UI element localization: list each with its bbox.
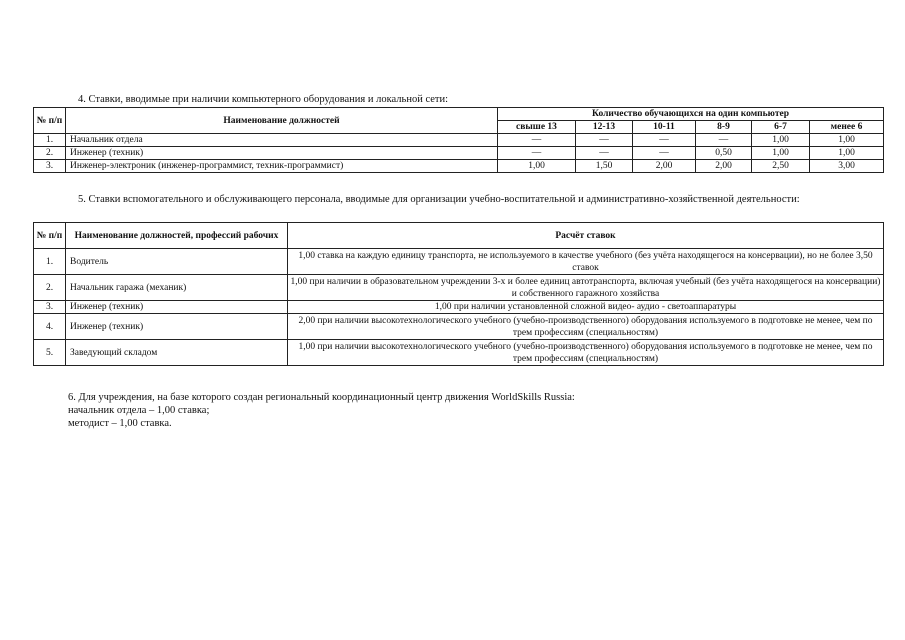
section-5-title: 5. Ставки вспомогательного и обслуживающего персонала, вводимые для организации учебно-воспитательной и административно-хозяйственной деятельности: bbox=[78, 194, 800, 205]
table-row bbox=[34, 314, 884, 340]
row-calculation: 2,00 при наличии высокотехнологического учебного (учебно-производственного) оборудования используемого в подготовке не менее, чем по трем профессиям (специальностям) bbox=[288, 314, 884, 340]
row-position: Начальник отдела bbox=[66, 134, 498, 147]
row-value: 2,00 bbox=[633, 160, 696, 173]
row-num: 5. bbox=[34, 340, 66, 366]
header-students-per-computer: Количество обучающихся на один компьютер bbox=[498, 108, 884, 121]
row-calculation: 1,00 при наличии установленной сложной видео- аудио - светоаппаратуры bbox=[288, 301, 884, 314]
header-position: Наименование должностей bbox=[66, 108, 498, 134]
row-value: — bbox=[498, 134, 576, 147]
header-num: № п/п bbox=[34, 108, 66, 134]
header-position: Наименование должностей, профессий рабочих bbox=[66, 223, 288, 249]
table-row bbox=[34, 147, 884, 160]
row-position: Водитель bbox=[66, 249, 288, 275]
header-calculation: Расчёт ставок bbox=[288, 223, 884, 249]
row-value: 1,00 bbox=[810, 147, 884, 160]
row-num: 2. bbox=[34, 275, 66, 301]
header-col: 8-9 bbox=[696, 121, 752, 134]
row-value: 0,50 bbox=[696, 147, 752, 160]
header-num: № п/п bbox=[34, 223, 66, 249]
table-row bbox=[34, 134, 884, 147]
row-position: Начальник гаража (механик) bbox=[66, 275, 288, 301]
row-value: 2,00 bbox=[696, 160, 752, 173]
row-calculation: 1,00 ставка на каждую единицу транспорта, не используемого в качестве учебного (без учёта находящегося на консервации), но не более 3,50 ставок bbox=[288, 249, 884, 275]
row-num: 1. bbox=[34, 249, 66, 275]
row-num: 3. bbox=[34, 160, 66, 173]
row-position: Инженер-электроник (инженер-программист, техник-программист) bbox=[66, 160, 498, 173]
row-value: — bbox=[696, 134, 752, 147]
row-value: — bbox=[633, 134, 696, 147]
table-row bbox=[34, 275, 884, 301]
row-value: — bbox=[498, 147, 576, 160]
support-staff-table bbox=[33, 222, 884, 366]
header-col: 10-11 bbox=[633, 121, 696, 134]
row-value: 1,00 bbox=[498, 160, 576, 173]
header-col: менее 6 bbox=[810, 121, 884, 134]
computer-staff-table bbox=[33, 107, 884, 173]
table-row bbox=[34, 160, 884, 173]
row-calculation: 1,00 при наличии высокотехнологического учебного (учебно-производственного) оборудования используемого в подготовке не менее, чем по трем профессиям (специальностям) bbox=[288, 340, 884, 366]
section-6 bbox=[68, 391, 575, 430]
table-row bbox=[34, 340, 884, 366]
header-col: свыше 13 bbox=[498, 121, 576, 134]
row-position: Инженер (техник) bbox=[66, 147, 498, 160]
row-calculation: 1,00 при наличии в образовательном учреждении 3-х и более единиц автотранспорта, включая учебный (без учёта находящегося на консервации) и собственного гаражного хозяйства bbox=[288, 275, 884, 301]
header-col: 6-7 bbox=[752, 121, 810, 134]
header-col: 12-13 bbox=[576, 121, 633, 134]
row-value: 3,00 bbox=[810, 160, 884, 173]
row-num: 4. bbox=[34, 314, 66, 340]
row-value: — bbox=[576, 134, 633, 147]
table-row bbox=[34, 301, 884, 314]
row-value: 1,00 bbox=[752, 134, 810, 147]
row-value: — bbox=[576, 147, 633, 160]
section-4-title: 4. Ставки, вводимые при наличии компьютерного оборудования и локальной сети: bbox=[78, 94, 449, 105]
section-6-title: 6. Для учреждения, на базе которого создан региональный координационный центр движения WorldSkills Russia: bbox=[68, 392, 575, 403]
row-num: 2. bbox=[34, 147, 66, 160]
row-position: Инженер (техник) bbox=[66, 301, 288, 314]
row-value: 1,00 bbox=[810, 134, 884, 147]
section-6-line: методист – 1,00 ставка. bbox=[68, 418, 172, 429]
section-6-line: начальник отдела – 1,00 ставка; bbox=[68, 405, 210, 416]
row-num: 3. bbox=[34, 301, 66, 314]
row-value: 1,50 bbox=[576, 160, 633, 173]
row-position: Инженер (техник) bbox=[66, 314, 288, 340]
row-value: 1,00 bbox=[752, 147, 810, 160]
row-value: 2,50 bbox=[752, 160, 810, 173]
row-position: Заведующий складом bbox=[66, 340, 288, 366]
table-row bbox=[34, 249, 884, 275]
row-num: 1. bbox=[34, 134, 66, 147]
row-value: — bbox=[633, 147, 696, 160]
